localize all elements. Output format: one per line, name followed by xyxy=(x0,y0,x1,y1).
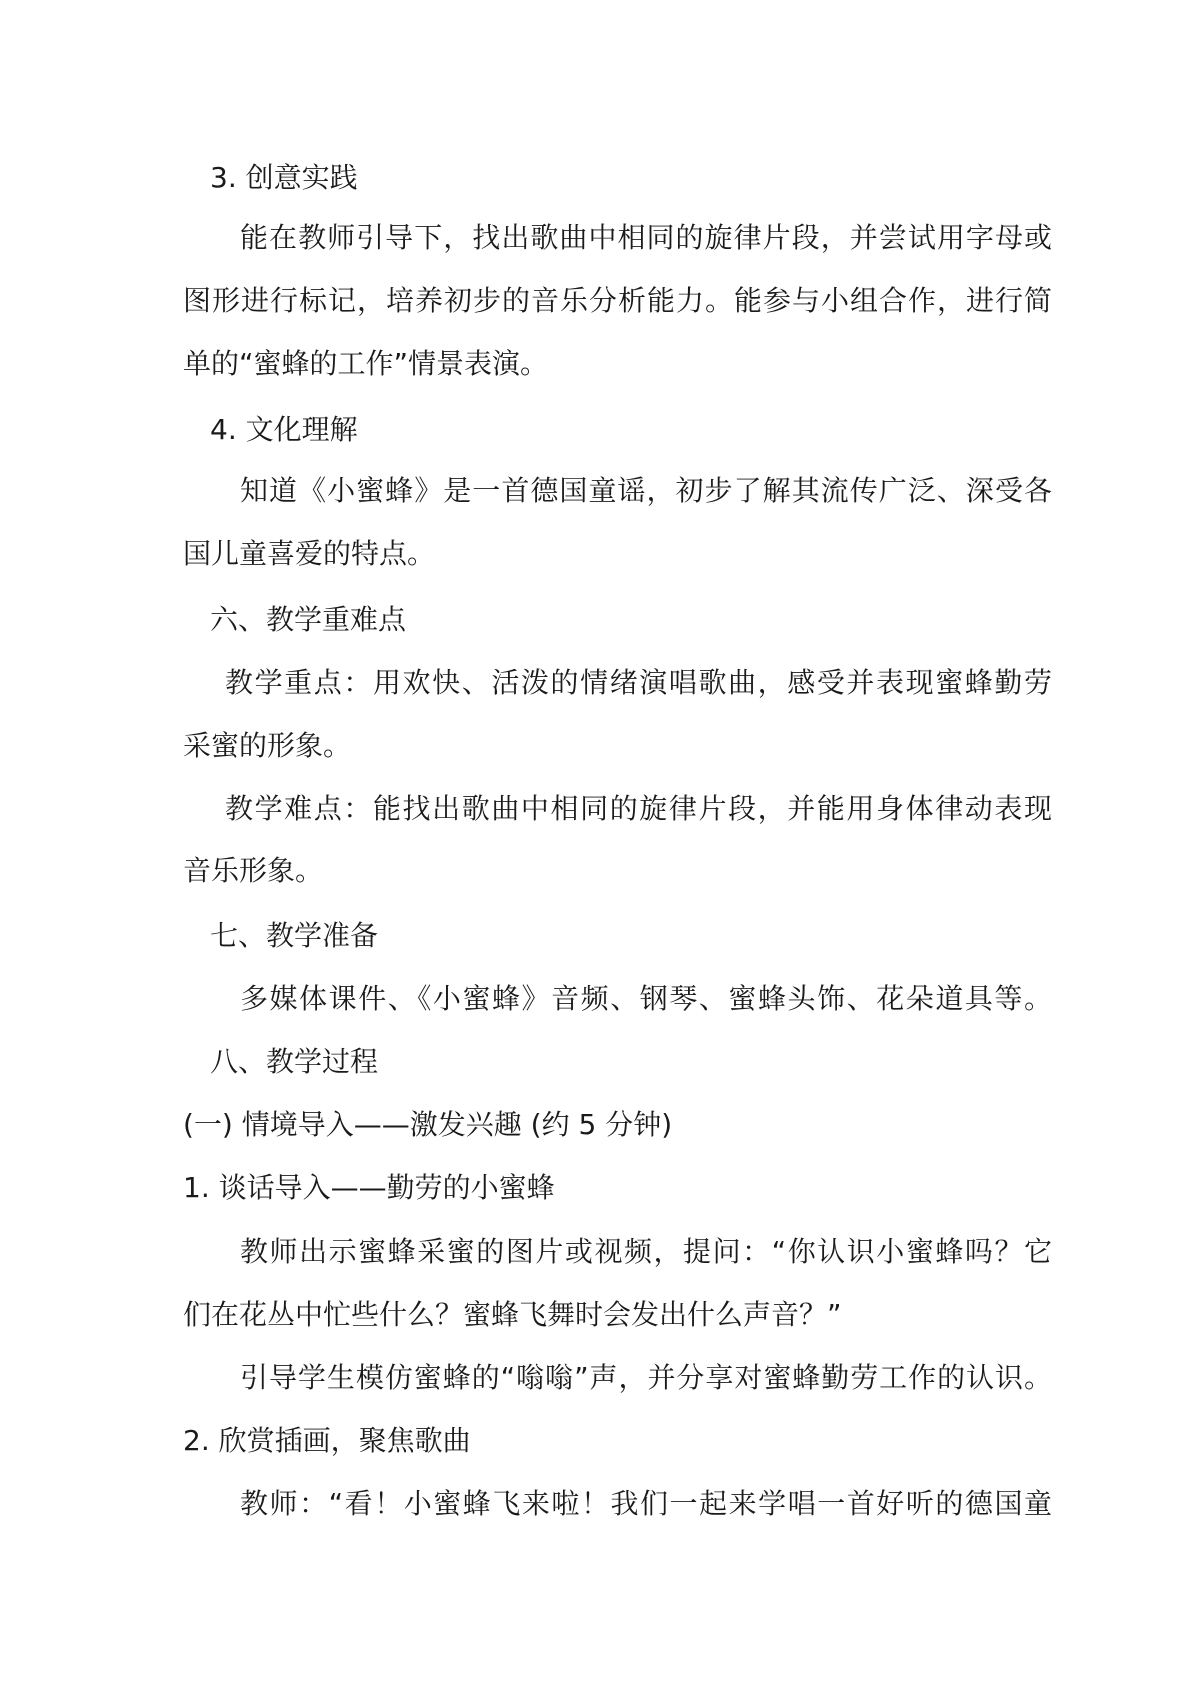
paragraph-line: 国儿童喜爱的特点。 xyxy=(183,537,436,570)
paragraph-line: 引导学生模仿蜜蜂的“嗡嗡”声，并分享对蜜蜂勤劳工作的认识。 xyxy=(240,1361,1052,1394)
section-heading-key-difficult-points: 六、教学重难点 xyxy=(210,603,407,636)
paragraph-line: 教学难点：能找出歌曲中相同的旋律片段，并能用身体律动表现 xyxy=(225,792,1052,825)
paragraph-line: 教学重点：用欢快、活泼的情绪演唱歌曲，感受并表现蜜蜂勤劳 xyxy=(225,666,1052,699)
paragraph-line: 图形进行标记，培养初步的音乐分析能力。能参与小组合作，进行简 xyxy=(183,284,1052,317)
heading-creative-practice: 3. 创意实践 xyxy=(210,161,358,194)
paragraph-line: 能在教师引导下，找出歌曲中相同的旋律片段，并尝试用字母或 xyxy=(240,221,1052,254)
paragraph-line: 教师：“看！小蜜蜂飞来啦！我们一起来学唱一首好听的德国童 xyxy=(240,1487,1052,1520)
item-heading-talk-introduction: 1. 谈话导入——勤劳的小蜜蜂 xyxy=(183,1171,555,1204)
section-heading-preparation: 七、教学准备 xyxy=(210,919,379,952)
paragraph-line: 教师出示蜜蜂采蜜的图片或视频，提问：“你认识小蜜蜂吗？它 xyxy=(240,1235,1052,1268)
item-heading-illustration: 2. 欣赏插画，聚焦歌曲 xyxy=(183,1424,471,1457)
paragraph-line: 单的“蜜蜂的工作”情景表演。 xyxy=(183,347,549,380)
paragraph-line: 们在花丛中忙些什么？蜜蜂飞舞时会发出什么声音？” xyxy=(183,1298,842,1331)
paragraph-line: 知道《小蜜蜂》是一首德国童谣，初步了解其流传广泛、深受各 xyxy=(240,474,1052,507)
paragraph-line: 音乐形象。 xyxy=(183,854,324,887)
paragraph-line: 多媒体课件、《小蜜蜂》音频、钢琴、蜜蜂头饰、花朵道具等。 xyxy=(240,982,1052,1015)
paragraph-line: 采蜜的形象。 xyxy=(183,729,352,762)
section-heading-process: 八、教学过程 xyxy=(210,1045,379,1078)
subsection-heading-introduction: (一) 情境导入——激发兴趣 (约 5 分钟) xyxy=(183,1108,673,1141)
heading-cultural-understanding: 4. 文化理解 xyxy=(210,413,358,446)
